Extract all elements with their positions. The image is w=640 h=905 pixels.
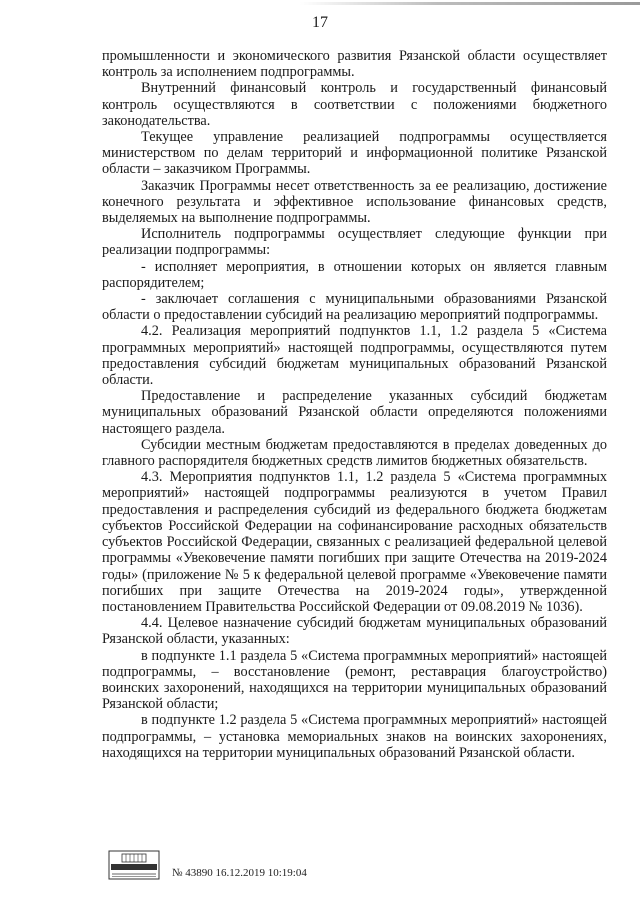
page-number: 17 xyxy=(312,14,328,31)
scan-edge-line xyxy=(300,2,640,5)
registry-stamp-logo xyxy=(108,850,160,880)
paragraph-function-1: - исполняет мероприятия, в отношении которых он является главным распорядителем; xyxy=(102,258,607,291)
paragraph-control: промышленности и экономического развития Рязанской области осуществляет контроль за исполнением подпрограммы. xyxy=(102,48,607,81)
paragraph-section-4-2: 4.2. Реализация мероприятий подпунктов 1.1, 1.2 раздела 5 «Система программных мероприятий» настоящей подпрограммы, осуществляются путем предоставления субсидий бюджетам муниципальных образований Рязанской области. xyxy=(102,323,607,389)
paragraph-function-2: - заключает соглашения с муниципальными образованиями Рязанской области о предоставлении субсидий на реализацию мероприятий подпрограммы. xyxy=(102,291,607,324)
paragraph-subpoint-1-1: в подпункте 1.1 раздела 5 «Система программных мероприятий» настоящей подпрограммы, – восстановление (ремонт, реставрация благоустройство) воинских захоронений, находящихся на территории муниципальных образований Рязанской области; xyxy=(102,647,607,713)
paragraph-executor-functions: Исполнитель подпрограммы осуществляет следующие функции при реализации подпрограммы: xyxy=(102,226,607,259)
document-registration-stamp: № 43890 16.12.2019 10:19:04 xyxy=(172,867,307,879)
document-footer xyxy=(108,846,528,886)
paragraph-subsidy-limits: Субсидии местным бюджетам предоставляются в пределах доведенных до главного распорядителя бюджетных средств лимитов бюджетных обязательств. xyxy=(102,436,607,470)
document-body xyxy=(102,48,607,761)
paragraph-customer-responsibility: Заказчик Программы несет ответственность за ее реализацию, достижение конечного результата и эффективное использование финансовых средств, выделяемых на выполнение подпрограммы. xyxy=(102,177,607,227)
paragraph-subpoint-1-2: в подпункте 1.2 раздела 5 «Система программных мероприятий» настоящей подпрограммы, – установка мемориальных знаков на воинских захоронениях, находящихся на территории муниципальных образований Рязанской области. xyxy=(102,712,607,761)
paragraph-financial-control: Внутренний финансовый контроль и государственный финансовый контроль осуществляются в соответствии с положениями бюджетного законодательства. xyxy=(102,80,607,129)
paragraph-subsidy-distribution: Предоставление и распределение указанных субсидий бюджетам муниципальных образований Рязанской области определяются положениями настоящего раздела. xyxy=(102,388,607,437)
paragraph-current-management: Текущее управление реализацией подпрограммы осуществляется министерством по делам территорий и информационной политике Рязанской области – заказчиком Программы. xyxy=(102,129,607,178)
paragraph-section-4-3: 4.3. Мероприятия подпунктов 1.1, 1.2 раздела 5 «Система программных мероприятий» настоящей подпрограммы реализуются в учетом Правил предоставления и распределения субсидий из федерального бюджета бюджетам субъектов Российской Федерации на софинансирование расходных обязательств субъектов Российской Федерации, связанных с реализацией федеральной целевой программы «Увековечение памяти погибших при защите Отечества на 2019-2024 годы» (приложение № 5 к федеральной целевой программе «Увековечение памяти погибших при защите Отечества на 2019-2024 годы», утвержденной постановлением Правительства Российской Федерации от 09.08.2019 № 1036). xyxy=(102,469,607,615)
paragraph-section-4-4: 4.4. Целевое назначение субсидий бюджетам муниципальных образований Рязанской области, указанных: xyxy=(102,615,607,648)
